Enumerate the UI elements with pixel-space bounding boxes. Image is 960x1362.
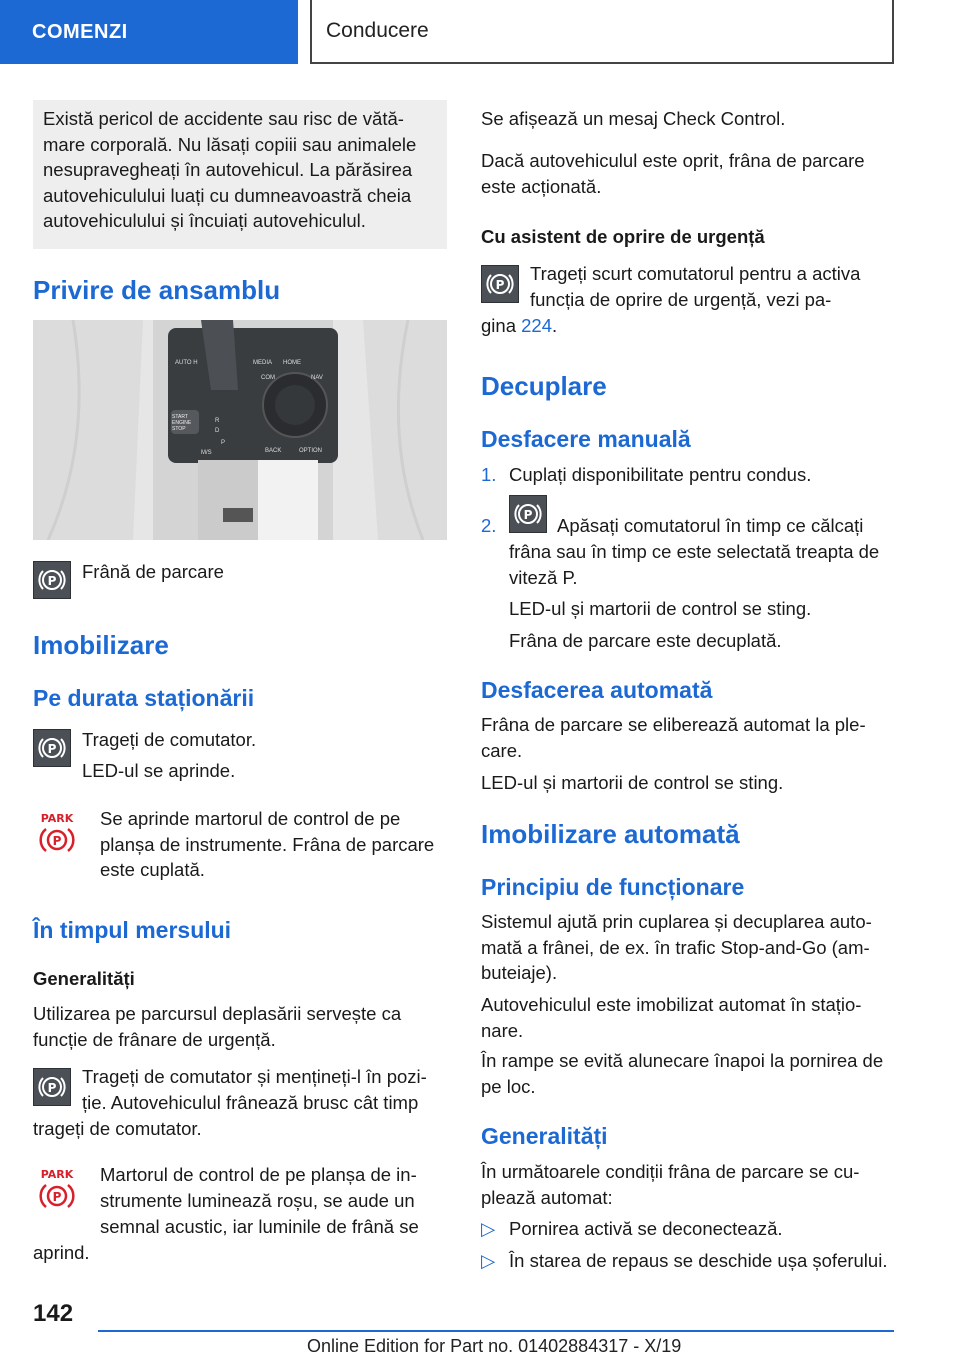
step2-released-text: Frâna de parcare este decuplată.: [509, 630, 782, 651]
bullet-item-2: În starea de repaus se deschide ușa șoferului.: [509, 1250, 888, 1271]
general2-heading: Generalități: [481, 1123, 608, 1149]
led-on-text: LED-ul se aprinde.: [82, 760, 236, 781]
svg-text:P: P: [52, 1190, 62, 1204]
park-icon-label: PARK: [40, 812, 74, 825]
svg-text:P: P: [47, 574, 57, 588]
indicator-text: Se aprinde martorul de control de pe planșa de instrumente. Frâna de parcare este cuplată.: [100, 808, 435, 880]
page-ref-prefix: gina: [481, 315, 522, 336]
page-ref-suffix: .: [552, 315, 558, 336]
emergency-line-1: Trageți scurt comutatorul pentru a activa: [530, 263, 861, 284]
hold-line-1: Trageți de comutator și mențineți-l în pozi-: [82, 1066, 427, 1087]
auto-release-led: LED-ul și martorii de control se sting.: [481, 772, 784, 793]
photo-label-autoh: AUTO H: [175, 360, 198, 366]
driving-heading: În timpul mersului: [33, 917, 232, 943]
chapter-title: Conducere: [310, 0, 894, 64]
photo-label-nav: NAV: [311, 375, 323, 381]
general-text: Utilizarea pe parcursul deplasării servește ca funcție de frânare de urgență.: [33, 1003, 402, 1050]
stationary-heading: Pe durata staționării: [33, 685, 255, 711]
page-ref-link[interactable]: 224: [521, 315, 552, 336]
edition-text: Online Edition for Part no. 01402884317 - X/19: [307, 1336, 682, 1356]
conditions-text: În următoarele condiții frâna de parcare se cu- plează automat:: [481, 1161, 860, 1208]
photo-label-home: HOME: [283, 360, 301, 366]
svg-text:P: P: [52, 834, 62, 848]
principle-text: Sistemul ajută prin cuplarea și decuplarea auto- mată a frânei, de ex. în trafic Stop-and-Go (am- buteiaje).: [481, 911, 872, 983]
photo-label-option: OPTION: [299, 448, 323, 454]
bullet-marker: ▷: [481, 1250, 496, 1271]
step2-led-text: LED-ul și martorii de control se sting.: [509, 598, 812, 619]
svg-text:P: P: [523, 508, 533, 522]
pull-switch-text: Trageți de comutator.: [82, 729, 257, 750]
stationary-auto-text: Autovehiculul este imobilizat automat în stațio- nare.: [481, 994, 862, 1041]
section-tab: COMENZI: [0, 0, 298, 64]
photo-label-back: BACK: [265, 448, 282, 454]
bullet-marker: ▷: [481, 1218, 496, 1239]
release-heading: Decuplare: [481, 371, 607, 401]
photo-label-com: COM: [261, 375, 275, 381]
photo-label-ms: M/S: [201, 450, 212, 456]
red-line-1: Martorul de control de pe planșa de in-: [100, 1164, 417, 1185]
page-number: 142: [33, 1300, 74, 1327]
parking-brake-icon: [33, 729, 71, 767]
step2-line-1: Apăsați comutatorul în timp ce călcați: [557, 515, 864, 536]
check-control-text: Se afișează un mesaj Check Control.: [481, 108, 786, 129]
stopped-text: Dacă autovehiculul este oprit, frâna de parcare este acționată.: [481, 150, 865, 197]
footer-rule: [98, 1330, 894, 1332]
park-warning-icon: [37, 812, 77, 858]
step2-number: 2.: [481, 515, 497, 536]
emergency-heading: Cu asistent de oprire de urgență: [481, 226, 765, 247]
photo-label-media: MEDIA: [253, 360, 273, 366]
park-warning-icon: [37, 1168, 77, 1214]
immobilize-heading: Imobilizare: [33, 630, 169, 660]
parking-brake-icon: [481, 265, 519, 303]
emergency-line-2: funcția de oprire de urgență, vezi pa-: [530, 289, 832, 310]
red-line-2: strumente luminează roșu, se aude un: [100, 1190, 415, 1211]
warning-text: Există pericol de accidente sau risc de vătă- mare corporală. Nu lăsați copiii sau animalele nesupravegheați în autovehicul. La părăsirea autovehiculului luați cu dumneavoastră cheia autovehiculului și încuiați autovehiculul.: [43, 108, 417, 231]
hold-line-2: ție. Autovehiculul frânează brusc cât timp: [82, 1092, 419, 1113]
parking-brake-icon: [33, 561, 71, 599]
auto-release-heading: Desfacerea automată: [481, 677, 713, 703]
svg-text:P: P: [47, 1081, 57, 1095]
hold-line-3: trageți de comutator.: [33, 1118, 202, 1139]
console-illustration: [33, 320, 447, 540]
red-line-4: aprind.: [33, 1242, 90, 1263]
photo-label-d: D: [215, 428, 220, 434]
step2-line-2: frâna sau în timp ce este selectată treapta de viteză P.: [509, 541, 880, 588]
step1-number: 1.: [481, 464, 497, 485]
auto-immob-heading: Imobilizare automată: [481, 819, 740, 849]
parking-brake-icon: [509, 495, 547, 533]
red-line-3: semnal acustic, iar luminile de frână se: [100, 1216, 419, 1237]
auto-release-text: Frâna de parcare se eliberează automat la ple- care.: [481, 714, 866, 761]
ramp-text: În rampe se evită alunecare înapoi la pornirea de pe loc.: [481, 1050, 884, 1097]
park-brake-label: Frână de parcare: [82, 561, 224, 582]
bullet-item-1: Pornirea activă se deconectează.: [509, 1218, 783, 1239]
step1-text: Cuplați disponibilitate pentru condus.: [509, 464, 812, 485]
general-heading: Generalități: [33, 968, 135, 989]
parking-brake-icon: [33, 1068, 71, 1106]
emergency-line-3: [481, 313, 557, 339]
gear-selector-photo: [33, 320, 447, 540]
overview-heading: Privire de ansamblu: [33, 275, 281, 305]
photo-label-p: P: [221, 440, 226, 446]
principle-heading: Principiu de funcționare: [481, 874, 745, 900]
photo-label-r: R: [215, 418, 220, 424]
photo-label-start-stop: START ENGINE STOP: [172, 414, 192, 432]
svg-text:P: P: [47, 742, 57, 756]
svg-text:P: P: [495, 278, 505, 292]
manual-heading: Desfacere manuală: [481, 426, 691, 452]
warning-box: [33, 100, 447, 249]
park-icon-label: PARK: [40, 1168, 74, 1181]
